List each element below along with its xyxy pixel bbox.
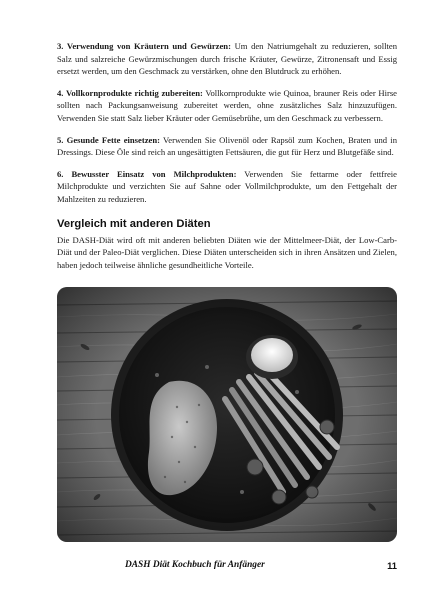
- item-heading: 4. Vollkornprodukte richtig zubereiten:: [57, 87, 203, 98]
- item-text: Um den Natriumgehalt zu reduzieren, sollten Salz und salzreiche Gewürzmischungen durch frische Kräuter, Gewürze, Zitronensaft und Essig ersetzt werden, um den Geschmack zu verstärken, ohne den Blutdruck zu erhöhen.: [57, 41, 397, 77]
- list-item: [57, 168, 397, 206]
- item-text: Verwenden Sie Olivenöl oder Rapsöl zum Kochen, Braten und in Dressings. Diese Öle sind reich an ungesättigten Fettsäuren, die gut für Herz und Blutgefäße sind.: [57, 134, 397, 158]
- page-content: [57, 40, 397, 271]
- item-heading: 3. Verwendung von Kräutern und Gewürzen:: [57, 41, 231, 51]
- item-text: Verwenden Sie fettarme oder fettfreie Milchprodukte und verzichten Sie auf Sahne oder Vollmilchprodukte, um den Fettgehalt der Mahlzeiten zu reduzieren.: [57, 168, 397, 204]
- food-photo: [57, 287, 397, 542]
- list-item: [57, 134, 397, 159]
- footer-title: DASH Diät Kochbuch für Anfänger: [125, 560, 265, 570]
- item-heading: 6. Bewusster Einsatz von Milchprodukten:: [57, 168, 237, 179]
- page-footer: [57, 560, 397, 574]
- section-heading: Vergleich mit anderen Diäten: [57, 217, 211, 230]
- list-item: [57, 40, 397, 78]
- page-number: 11: [387, 560, 397, 571]
- item-heading: 5. Gesunde Fette einsetzen:: [57, 134, 160, 145]
- list-item: [57, 87, 397, 125]
- section-paragraph: Die DASH-Diät wird oft mit anderen beliebten Diäten wie der Mittelmeer-Diät, der Low-Carb-Diät und der Paleo-Diät verglichen. Diese Diäten unterscheiden sich in ihren Ansätzen und Zielen, haben jedoch teilweise ähnliche gesundheitliche Vorteile.: [57, 234, 397, 270]
- item-text: Vollkornprodukte wie Quinoa, brauner Reis oder Hirse sollten nach Packungsanweisung zubereitet werden, ohne zusätzliches Salz hinzuzufügen. Verwenden Sie statt Salz lieber Kräuter oder Gemüsebrühe, um den Geschmack zu verbessern.: [57, 87, 397, 123]
